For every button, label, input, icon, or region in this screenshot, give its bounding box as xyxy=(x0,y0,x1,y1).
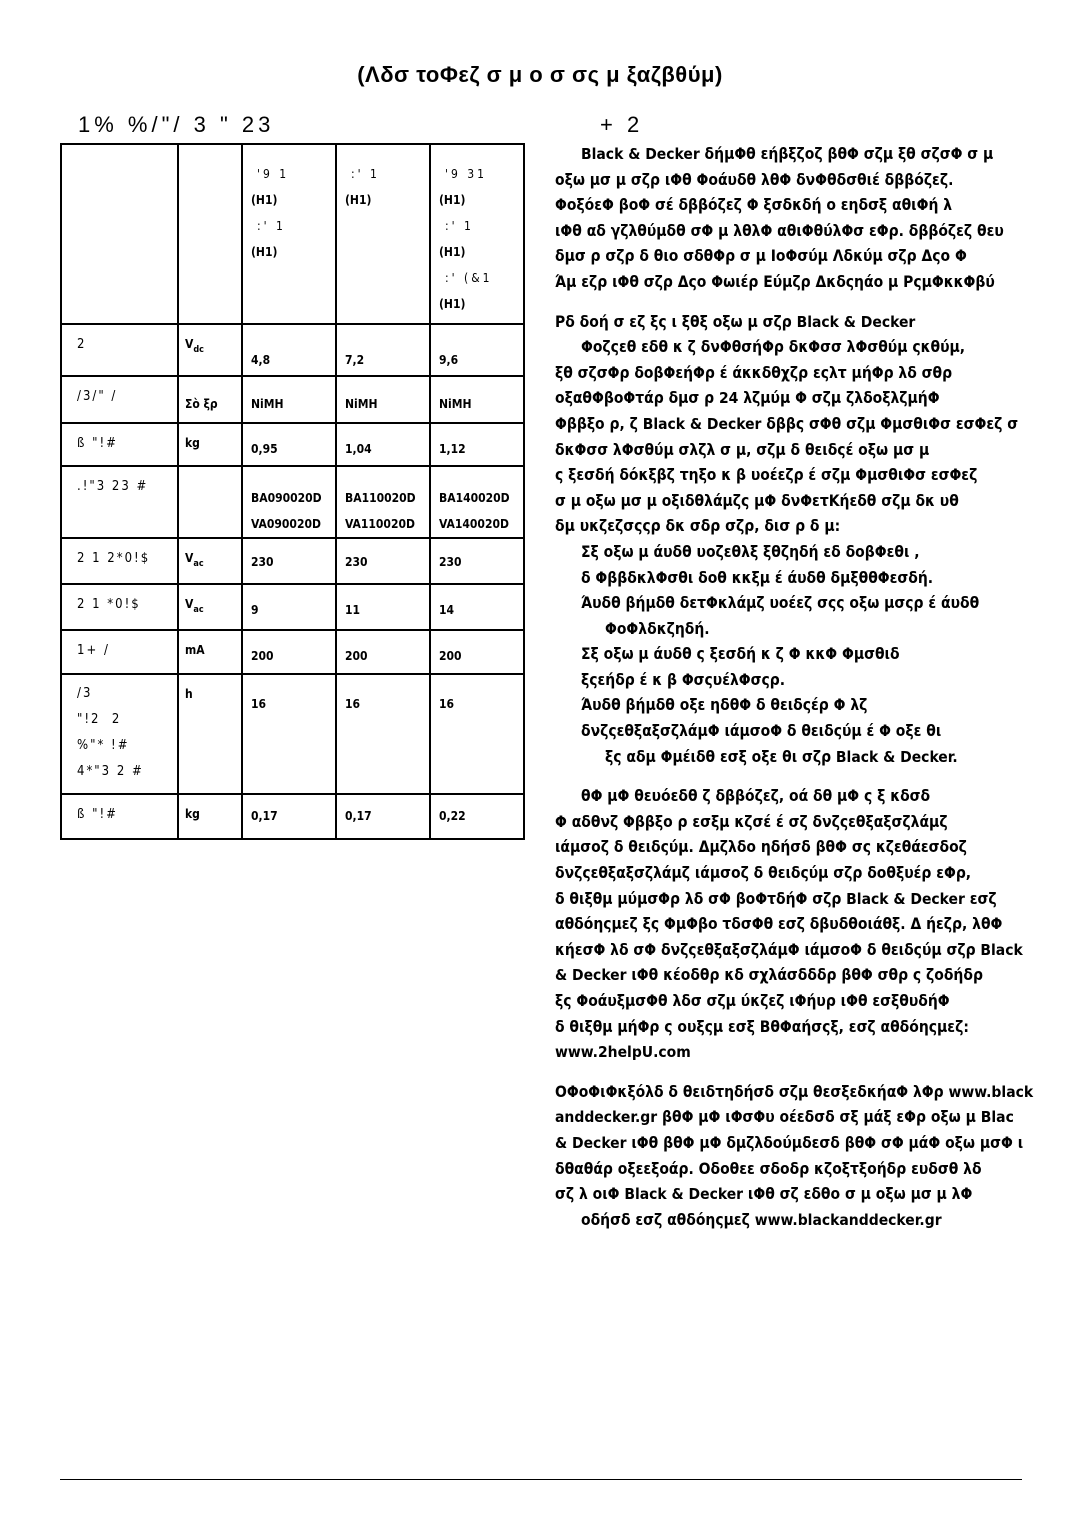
model-name: :' 1 xyxy=(445,219,474,233)
paragraph-line: ιΦθ αδ γζλθύμδθ σΦ μ λθλΦ αθιΦθύλΦσ εΦρ. δββόζεζ θευ xyxy=(555,221,1004,240)
row-label: /3/" / xyxy=(61,376,178,423)
row-unit: kg xyxy=(178,423,242,466)
page-title: (Λδσ τοΦεζ σ μ ο σ σς μ ξαζβθύμ) xyxy=(357,62,723,87)
paragraph-line: κήεσΦ λδ σΦ δνζςεθξαξσζλάμΦ ιάμσοΦ δ θειδςύμ σζρ Black xyxy=(555,940,1023,959)
model-code: (H1) xyxy=(439,245,466,259)
paragraph-line: Φββξο ρ, ζ Black & Decker δββς σΦθ σζμ ΦμσθιΦσ εσΦεζ σ xyxy=(555,414,1019,433)
row-value: 230 xyxy=(336,538,430,584)
row-unit xyxy=(178,466,242,538)
row-value: 200 xyxy=(430,630,524,674)
row-value: NiMH xyxy=(430,376,524,423)
row-value: 16 xyxy=(336,674,430,794)
paragraph-line: anddecker.gr βθΦ μΦ ιΦσΦυ οέεδσδ σξ μάξ εΦρ οξω μ Blac xyxy=(555,1108,1014,1127)
list-item: Άυδθ βήμδθ δετΦκλάμζ υοέεζ σςς οξω μσςρ έ άυδθ xyxy=(581,594,980,613)
table-row xyxy=(61,466,524,538)
row-value: 230 xyxy=(430,538,524,584)
paragraph-line: Άμ εζρ ιΦθ σζρ Δςο Φωιέρ Εύμζρ Δκδςηάο μ ΡςμΦκκΦβύ xyxy=(555,272,995,291)
row-unit: kg xyxy=(178,794,242,839)
table-row xyxy=(61,584,524,630)
row-value: BA140020D VA140020D xyxy=(430,466,524,538)
list-item: Άυδθ βήμδθ οξε ηδθΦ δ θειδςέρ Φ λζ xyxy=(581,696,868,715)
row-value: 7,2 xyxy=(336,324,430,376)
row-label: 2 1 2*0!$ xyxy=(61,538,178,584)
row-value: 9,6 xyxy=(430,324,524,376)
paragraph-line: δθαθάρ οξεεξοάρ. Οδοθεε σδοδρ κζοξτξοήδρ ευδσθ λδ xyxy=(555,1159,982,1178)
table-row xyxy=(61,324,524,376)
paragraph-line: δμ υκζεζσςςρ δκ σδρ σζρ, δισ ρ δ μ: xyxy=(555,517,841,536)
row-unit: h xyxy=(178,674,242,794)
list-item-continued: δνζςεθξαξσζλάμΦ ιάμσοΦ δ θειδςύμ έ Φ οξε θι xyxy=(581,722,942,741)
row-value: 14 xyxy=(430,584,524,630)
model-header-2 xyxy=(336,144,430,324)
paragraph-line: ς ξεσδή δόκξβζ τηξο κ β υοέεζρ έ σζμ ΦμσθιΦσ εσΦεζ xyxy=(555,466,978,485)
paragraph-line: σζ λ οιΦ Black & Decker ιΦθ σζ εδθο σ μ οξω μσ μ λΦ xyxy=(555,1185,973,1204)
paragraph-line: αθδόηςμεζ ξς ΦμΦβο τδσΦθ εσζ δβυδθοιάθξ. Δ ήεζρ, λθΦ xyxy=(555,915,1003,934)
table-row xyxy=(61,376,524,423)
model-code: (H1) xyxy=(251,245,278,259)
list-item: δ ΦββδκλΦσθι δοθ κκξμ έ άυδθ δμξθθΦεσδή. xyxy=(581,568,934,587)
row-value: BA090020D VA090020D xyxy=(242,466,336,538)
paragraph-line: οδήσδ εσζ αθδόηςμεζ www.blackanddecker.gr xyxy=(581,1210,942,1229)
row-label: .!"3 23 # xyxy=(61,466,178,538)
row-value: 0,95 xyxy=(242,423,336,466)
table-row xyxy=(61,630,524,674)
table-row xyxy=(61,538,524,584)
paragraph-line: Φοζςεθ εδθ κ ζ δνΦθσήΦρ δκΦσσ λΦσθύμ ςκθύμ, xyxy=(581,338,966,357)
paragraph-line: Ρδ δοή σ εζ ξς ι ξθξ οξω μ σζρ Black & Decker xyxy=(555,312,916,331)
row-value: 230 xyxy=(242,538,336,584)
row-unit: $V_{ac}$ xyxy=(178,538,242,584)
model-name: :' 1 xyxy=(257,219,286,233)
paragraph-line: ξθ σζσΦρ δοβΦεήΦρ έ άκκδθχζρ εςλτ μήΦρ λδ σθρ xyxy=(555,363,953,382)
specifications-table xyxy=(60,143,525,840)
table-row xyxy=(61,423,524,466)
paragraph-line: δ θιξθμ μήΦρ ς ουξςμ εσξ ΒθΦαήσςξ, εσζ αθδόηςμεζ: xyxy=(555,1017,969,1036)
paragraph-line: δ θιξθμ μύμσΦρ λδ σΦ βοΦτδήΦ σζρ Black & Decker εσζ xyxy=(555,889,997,908)
list-item: Σξ οξω μ άυδθ ς ξεσδή κ ζ Φ κκΦ Φμσθιδ xyxy=(581,645,900,664)
model-name: '9 1 xyxy=(257,167,290,181)
paragraph-line: δνζςεθξαξσζλάμζ ιάμσοζ δ θειδςύμ σζρ δοθξυέρ εΦρ, xyxy=(555,864,972,883)
row-value: NiMH xyxy=(336,376,430,423)
row-value: 0,17 xyxy=(336,794,430,839)
paragraph-line: Φ αδθνζ Φββξο ρ εσξμ κζσέ έ σζ δνζςεθξαξσζλάμζ xyxy=(555,812,948,831)
list-item-continued: ΦοΦλδκζηδή. xyxy=(605,619,710,638)
row-label: 2 1 *0!$ xyxy=(61,584,178,630)
row-value: NiMH xyxy=(242,376,336,423)
paragraph-line: σ μ οξω μσ μ οξιδθλάμζς μΦ δνΦετΚήεδθ σζμ δκ υθ xyxy=(555,491,959,510)
row-unit: $V_{ac}$ xyxy=(178,584,242,630)
paragraph-line: δκΦσσ λΦσθύμ σλζλ σ μ, σζμ δ θειδςέ οξω μσ μ xyxy=(555,440,930,459)
technical-data-heading: 1% %/"/ 3 " 23 xyxy=(78,112,275,137)
paragraph-line: ΟΦοΦιΦκξόλδ δ θειδτηδήσδ σζμ θεσξεδκήαΦ λΦρ www.black xyxy=(555,1082,1034,1101)
paragraph-line: ΦοξόεΦ βοΦ σέ δββόζεζ Φ ξσδκδή ο εηδσξ αθιΦή λ xyxy=(555,196,953,215)
warranty-text xyxy=(555,142,1080,1233)
row-label: /3 "!2 2 %"* !# 4*"3 2 # xyxy=(61,674,178,794)
row-value: 0,17 xyxy=(242,794,336,839)
header-blank xyxy=(61,144,178,324)
paragraph-line: ξς ΦοάυξμσΦθ λδσ σζμ ύκζεζ ιΦήυρ ιΦθ εσξθυδήΦ xyxy=(555,992,950,1010)
row-label: ß "!# xyxy=(61,794,178,839)
row-label: ß "!# xyxy=(61,423,178,466)
paragraph-line: οξω μσ μ σζρ ιΦθ Φοάυδθ λθΦ δνΦθδσθιέ δββόζεζ. xyxy=(555,170,954,189)
row-unit: Σò ξρ xyxy=(178,376,242,423)
model-code: (H1) xyxy=(439,297,466,311)
list-item-continued: ξςεήδρ έ κ β ΦσςυέλΦσςρ. xyxy=(581,670,786,689)
paragraph-line: οξαθΦβοΦτάρ δμσ ρ 24 λζμύμ Φ σζμ ζλδοξλζμήΦ xyxy=(555,389,940,408)
row-value: BA110020D VA110020D xyxy=(336,466,430,538)
table-row xyxy=(61,794,524,839)
row-value: 0,22 xyxy=(430,794,524,839)
row-value: 16 xyxy=(242,674,336,794)
row-unit: $V_{dc}$ xyxy=(178,324,242,376)
paragraph-line: δμσ ρ σζρ δ θιο σδθΦρ σ μ ΙοΦσύμ Λδκύμ σζρ Δςο Φ xyxy=(555,247,967,266)
row-value: 11 xyxy=(336,584,430,630)
model-name: :' (&1 xyxy=(445,271,493,285)
row-value: 200 xyxy=(336,630,430,674)
row-value: 1,12 xyxy=(430,423,524,466)
model-name: :' 1 xyxy=(351,167,380,181)
model-header-1 xyxy=(242,144,336,324)
row-unit: mA xyxy=(178,630,242,674)
row-label: 1+ / xyxy=(61,630,178,674)
model-name: '9 31 xyxy=(445,167,487,181)
header-unit-blank xyxy=(178,144,242,324)
row-value: 16 xyxy=(430,674,524,794)
model-header-3 xyxy=(430,144,524,324)
model-code: (H1) xyxy=(345,193,372,207)
footer-divider xyxy=(60,1479,1022,1480)
paragraph-line: Black & Decker δήμΦθ εήβξζοζ βθΦ σζμ ξθ σζσΦ σ μ xyxy=(581,145,994,163)
paragraph-line: & Decker ιΦθ βθΦ μΦ δμζλδούμδεσδ βθΦ σΦ μάΦ οξω μσΦ ι xyxy=(555,1133,1024,1152)
row-value: 200 xyxy=(242,630,336,674)
row-label: 2 xyxy=(61,324,178,376)
paragraph-line: ιάμσοζ δ θειδςύμ. Δμζλδο ηδήσδ βθΦ σς κζεθάεσδοζ xyxy=(555,838,967,857)
paragraph-line: θΦ μΦ θευόεδθ ζ δββόζεζ, οά δθ μΦ ς ξ κδσδ xyxy=(581,787,931,806)
model-code: (H1) xyxy=(439,193,466,207)
row-value: 4,8 xyxy=(242,324,336,376)
list-item-continued: ξς αδμ Φμέιδθ εσξ οξε θι σζρ Black & Decker. xyxy=(605,747,958,766)
row-value: 9 xyxy=(242,584,336,630)
table-row xyxy=(61,674,524,794)
row-value: 1,04 xyxy=(336,423,430,466)
support-url: www.2helpU.com xyxy=(555,1043,691,1062)
paragraph-line: & Decker ιΦθ κέοδθρ κδ σχλάσδδδρ βθΦ σθρ ς ζοδήδρ xyxy=(555,966,983,985)
model-code: (H1) xyxy=(251,193,278,207)
list-item: Σξ οξω μ άυδθ υοζεθλξ ξθζηδή εδ δοβΦεθι , xyxy=(581,542,920,561)
warranty-heading: + 2 xyxy=(600,112,644,137)
